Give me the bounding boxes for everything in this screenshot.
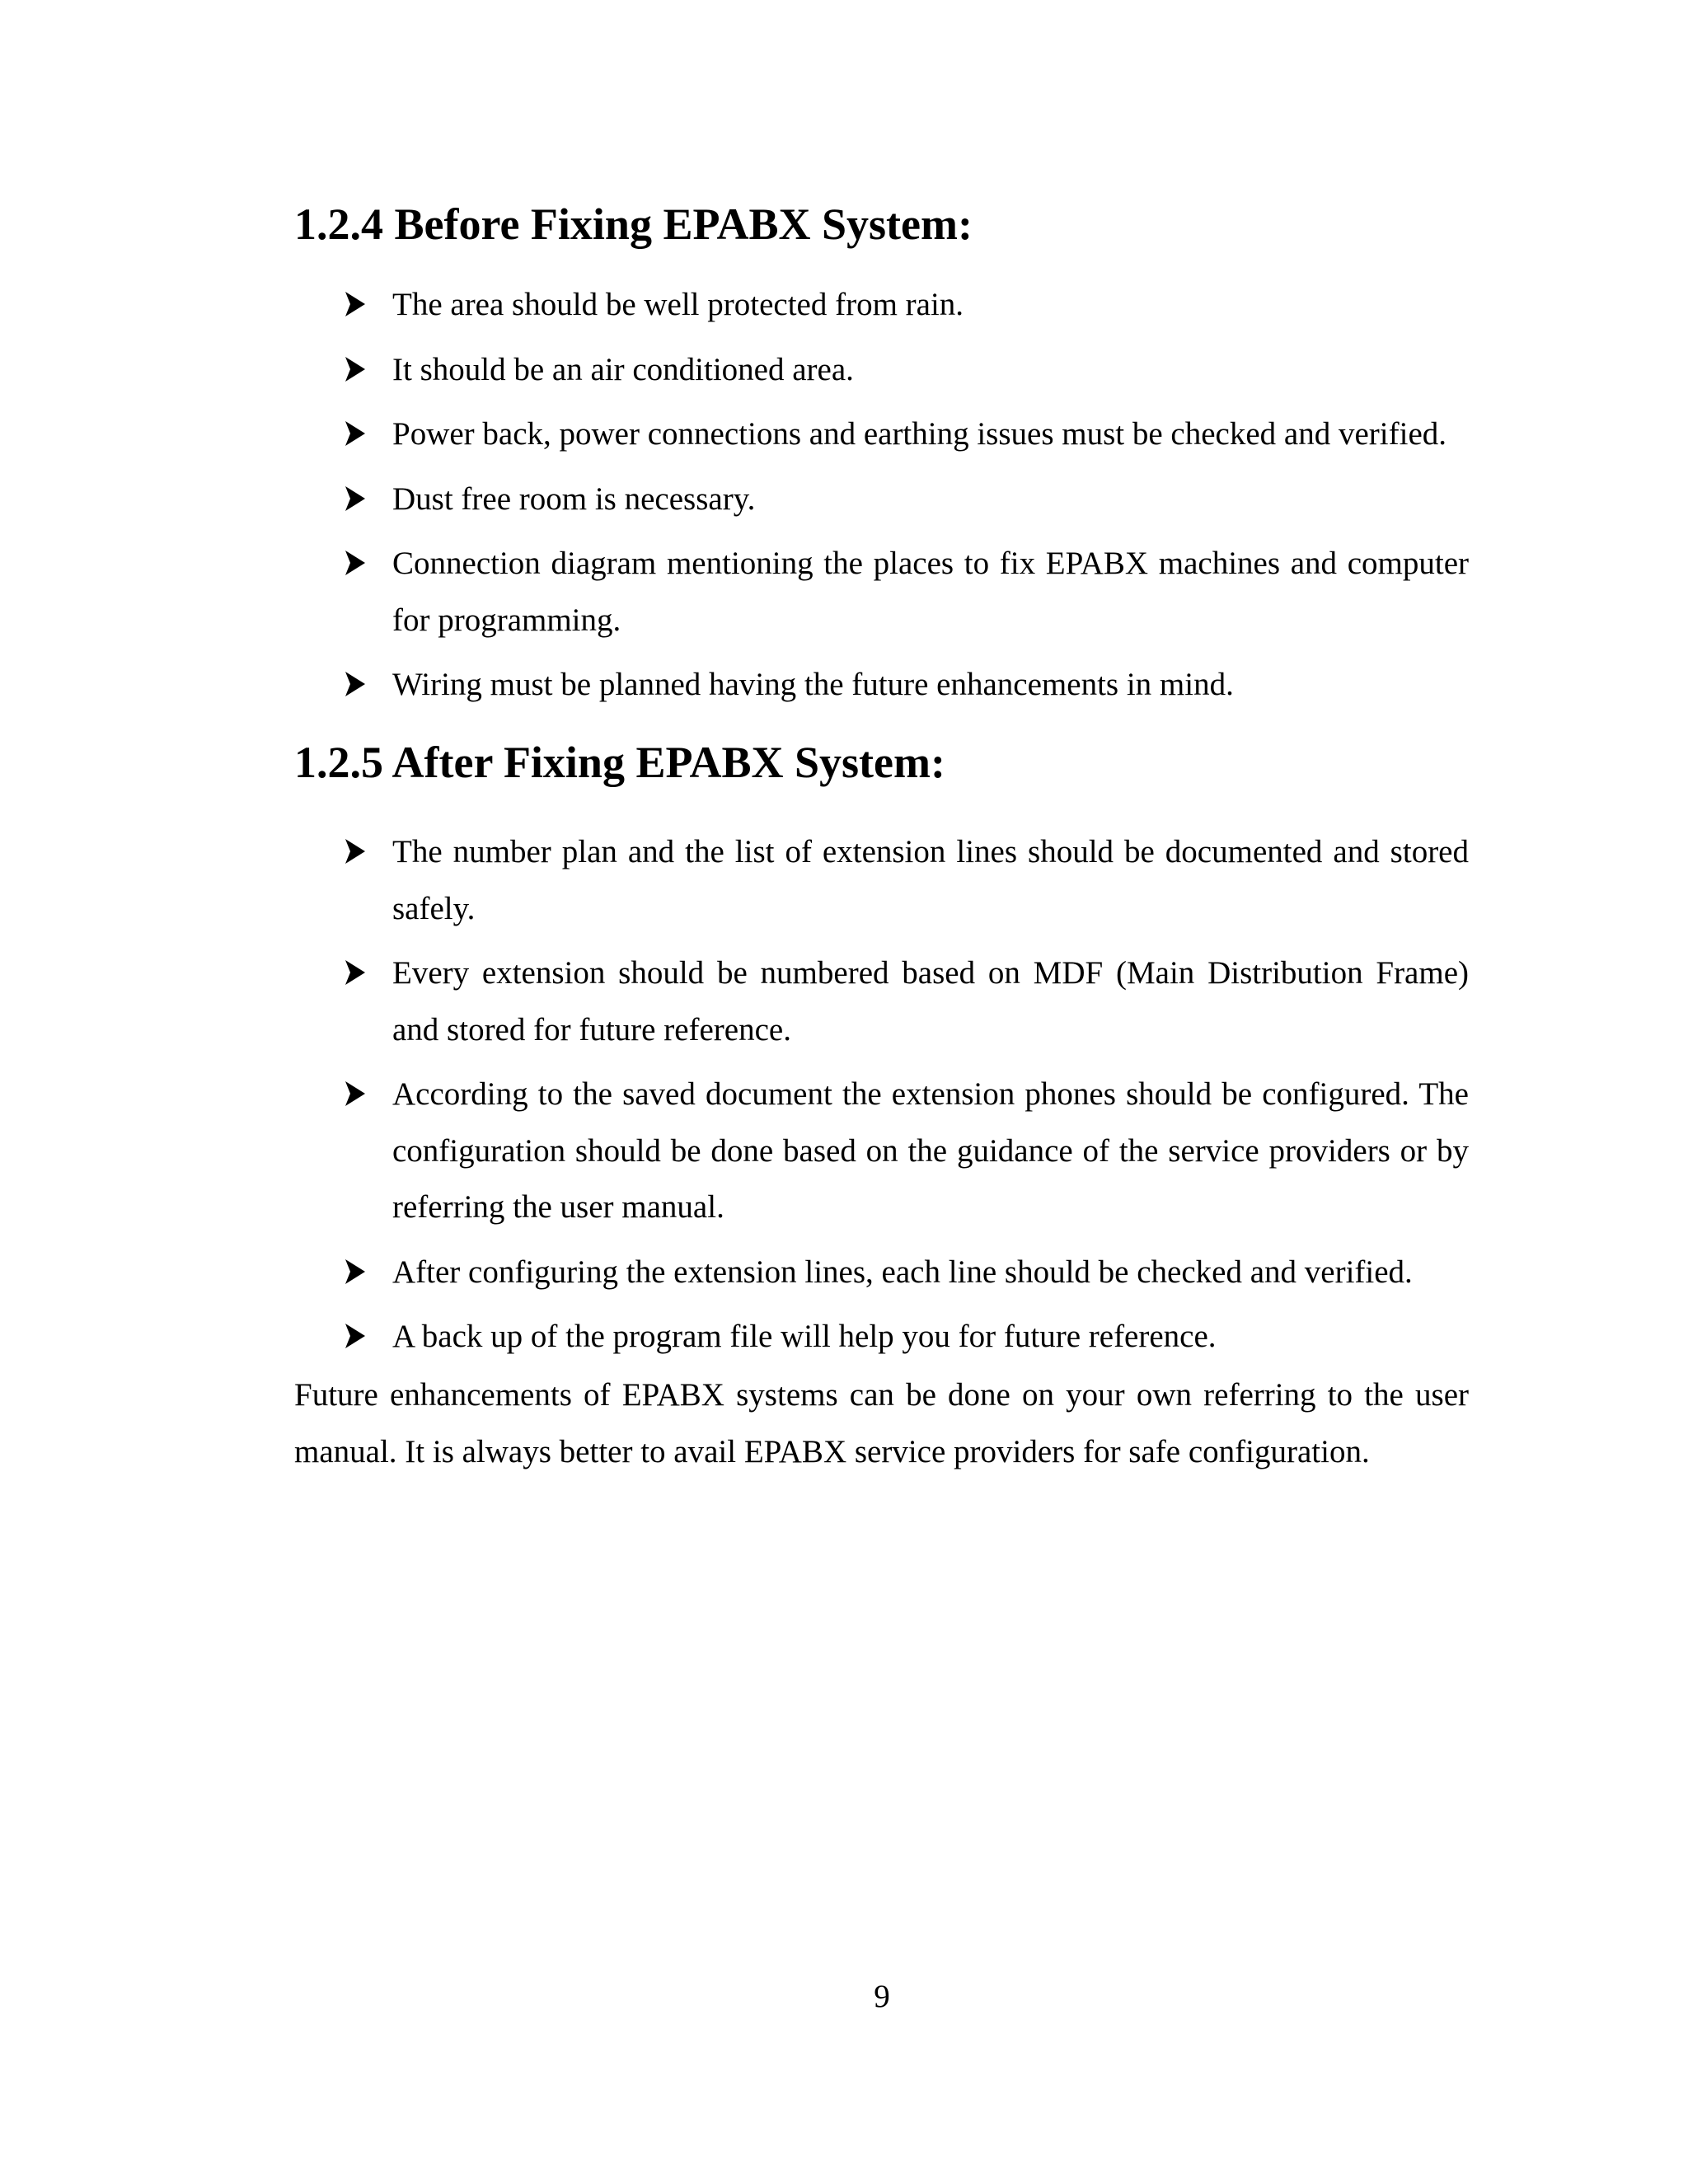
list-item xyxy=(294,471,1469,528)
list-item xyxy=(294,945,1469,1058)
arrowhead-bullet-icon xyxy=(345,1259,365,1284)
arrowhead-bullet-icon xyxy=(345,486,365,511)
list-item-text: According to the saved document the extension phones should be configured. The configuration should be done based on the guidance of the service providers or by referring the user manual. xyxy=(392,1076,1469,1225)
list-item xyxy=(294,1309,1469,1366)
section-1-2-4-list xyxy=(294,277,1469,714)
closing-paragraph: Future enhancements of EPABX systems can be done on your own referring to the user manual. It is always better to avail EPABX service providers for safe configuration. xyxy=(294,1377,1469,1469)
list-item-text: Wiring must be planned having the future enhancements in mind. xyxy=(392,667,1234,702)
list-item xyxy=(294,657,1469,714)
list-item-text: The number plan and the list of extension lines should be documented and stored safely. xyxy=(392,834,1469,926)
list-item-text: It should be an air conditioned area. xyxy=(392,351,854,387)
list-item xyxy=(294,536,1469,649)
arrowhead-bullet-icon xyxy=(345,357,365,382)
arrowhead-bullet-icon xyxy=(345,551,365,575)
list-item xyxy=(294,1244,1469,1301)
list-item-text: Dust free room is necessary. xyxy=(392,480,756,517)
arrowhead-bullet-icon xyxy=(345,839,365,864)
list-item xyxy=(294,406,1469,463)
list-item-text: Every extension should be numbered based on MDF (Main Distribution Frame) and stored for future reference. xyxy=(392,955,1469,1047)
arrowhead-bullet-icon xyxy=(345,292,365,316)
page-number: 9 xyxy=(874,1979,890,2014)
list-item xyxy=(294,824,1469,937)
list-item-text: The area should be well protected from rain. xyxy=(392,287,964,322)
arrowhead-bullet-icon xyxy=(345,1081,365,1106)
list-item-text: A back up of the program file will help you for future reference. xyxy=(392,1319,1217,1354)
list-item xyxy=(294,342,1469,399)
list-item xyxy=(294,277,1469,334)
list-item-text: After configuring the extension lines, each line should be checked and verified. xyxy=(392,1254,1413,1290)
section-1-2-5-heading: 1.2.5 After Fixing EPABX System: xyxy=(294,738,945,787)
arrowhead-bullet-icon xyxy=(345,1324,365,1348)
list-item-text: Connection diagram mentioning the places to fix EPABX machines and computer for programming. xyxy=(392,546,1469,638)
list-item xyxy=(294,1066,1469,1236)
arrowhead-bullet-icon xyxy=(345,421,365,446)
arrowhead-bullet-icon xyxy=(345,960,365,985)
section-1-2-4-heading: 1.2.4 Before Fixing EPABX System: xyxy=(294,199,973,249)
arrowhead-bullet-icon xyxy=(345,672,365,696)
list-item-text: Power back, power connections and earthing issues must be checked and verified. xyxy=(392,416,1447,452)
section-1-2-5-list xyxy=(294,824,1469,1366)
